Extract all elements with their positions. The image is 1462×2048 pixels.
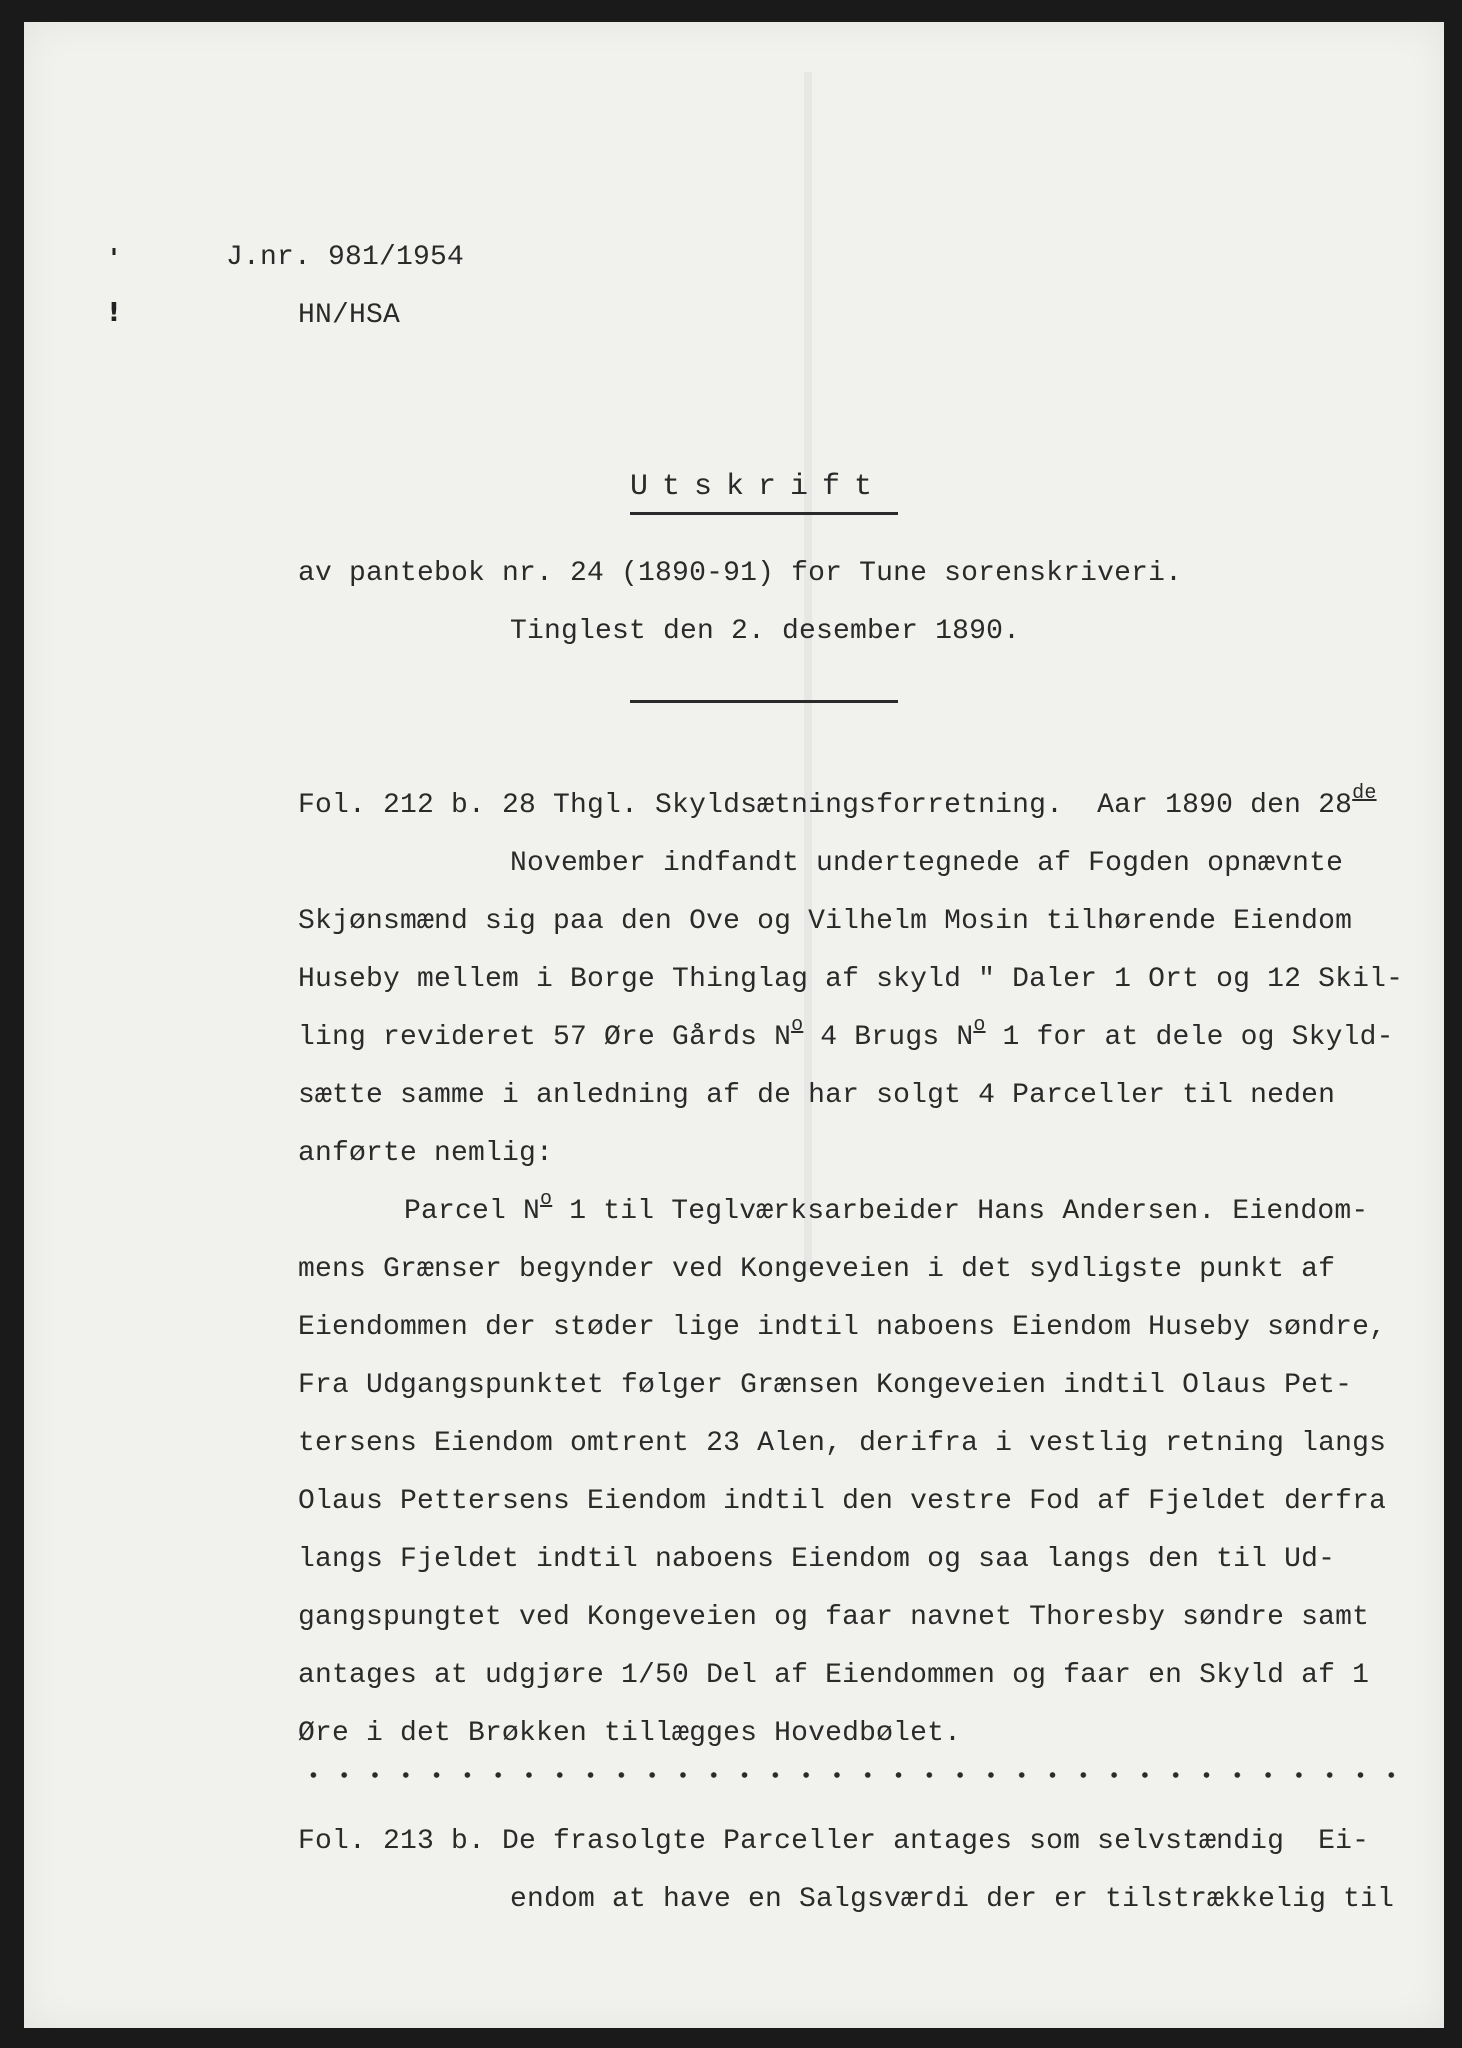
fol213-line-1: Fol. 213 b. De frasolgte Parceller antages som selvstændig Ei- [298,1826,1370,1857]
body-line-2: Skjønsmænd sig paa den Ove og Vilhelm Mosin tilhørende Eiendom [298,906,1353,937]
body-line-5: sætte samme i anledning af de har solgt 4 Parceller til neden [298,1080,1336,1111]
parcel-line-2: Eiendommen der støder lige indtil naboens Eiendom Huseby søndre, [298,1312,1387,1343]
dotted-separator [298,1770,1408,1780]
body-line-3: Huseby mellem i Borge Thinglag af skyld " Daler 1 Ort og 12 Skil- [298,964,1404,995]
parcel-line-7: gangspungtet ved Kongeveien og faar navnet Thoresby søndre samt [298,1602,1370,1633]
body-line-4 [298,1014,1394,1053]
body-line-1: November indfandt undertegnede af Fogden opnævnte [510,848,1344,879]
parcel-line-8: antages at udgjøre 1/50 Del af Eiendommen og faar en Skyld af 1 [298,1660,1370,1691]
parcel-line-6: langs Fjeldet indtil naboens Eiendom og saa langs den til Ud- [298,1544,1336,1575]
first-line-text: Fol. 212 b. 28 Thgl. Skyldsætningsforretning. Aar 1890 den 28 [298,790,1353,821]
parcel-line-1: mens Grænser begynder ved Kongeveien i det sydligste punkt af [298,1254,1336,1285]
body-first-line [298,782,1377,821]
body-line-6: anførte nemlig: [298,1138,554,1169]
initials: HN/HSA [298,300,401,331]
title-underline [630,512,898,515]
parcel-line-3: Fra Udgangspunktet følger Grænsen Kongeveien indtil Olaus Pet- [298,1370,1353,1401]
parcel-first-line [404,1188,1369,1227]
parcel-line-4: tersens Eiendom omtrent 23 Alen, derifra i vestlig retning langs [298,1428,1387,1459]
parcel-part-b: 1 til Teglværksarbeider Hans Andersen. Eiendom- [552,1196,1369,1227]
line4-sup-b: o [973,1014,986,1037]
line4-sup-a: o [791,1014,804,1037]
document-title: Utskrift [630,470,887,504]
first-line-superscript: de [1352,782,1377,805]
subtitle-line-2: Tinglest den 2. desember 1890. [510,616,1021,647]
line4-part-a: ling revideret 57 Øre Gårds N [298,1022,792,1053]
parcel-line-5: Olaus Pettersens Eiendom indtil den vestre Fod af Fjeldet derfra [298,1486,1387,1517]
parcel-line-9: Øre i det Brøkken tillægges Hovedbølet. [298,1718,962,1749]
line4-part-c: 1 for at dele og Skyld- [985,1022,1394,1053]
margin-mark-1: ' [110,244,119,274]
section-divider [630,700,898,703]
parcel-sup: o [540,1188,553,1211]
margin-mark-2: ! [108,298,121,328]
journal-number: J.nr. 981/1954 [226,242,465,273]
parcel-part-a: Parcel N [404,1196,541,1227]
subtitle-line-1: av pantebok nr. 24 (1890-91) for Tune sorenskriveri. [298,558,1183,589]
fol213-line-2: endom at have en Salgsværdi der er tilstrækkelig til [510,1884,1395,1915]
line4-part-b: 4 Brugs N [803,1022,974,1053]
